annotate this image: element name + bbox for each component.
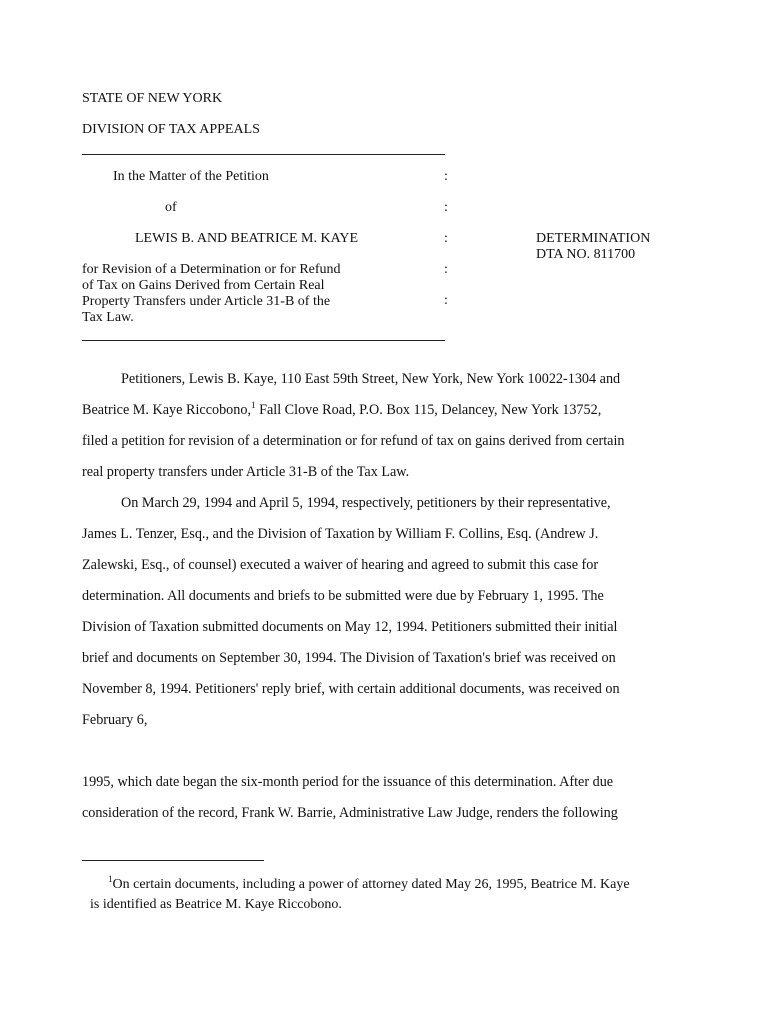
body-line: real property transfers under Article 31-B of the Tax Law. bbox=[82, 464, 410, 480]
body-line: November 8, 1994. Petitioners' reply brief, with certain additional documents, was received on bbox=[82, 681, 620, 697]
body-line: On March 29, 1994 and April 5, 1994, respectively, petitioners by their representative, bbox=[121, 495, 611, 511]
caption-petitioners: LEWIS B. AND BEATRICE M. KAYE bbox=[135, 231, 359, 246]
body-line-part: Beatrice M. Kaye Riccobono, bbox=[82, 402, 252, 418]
footnote-text: On certain documents, including a power of attorney dated May 26, 1995, Beatrice M. Kaye bbox=[112, 877, 630, 892]
caption-purpose-line: Tax Law. bbox=[82, 310, 134, 325]
determination-block bbox=[536, 231, 650, 263]
body-line: 1995, which date began the six-month period for the issuance of this determination. After due bbox=[82, 774, 614, 790]
body-line-part: Fall Clove Road, P.O. Box 115, Delancey, New York 13752, bbox=[255, 402, 602, 418]
body-line: consideration of the record, Frank W. Barrie, Administrative Law Judge, renders the following bbox=[82, 805, 618, 821]
body-line: Petitioners, Lewis B. Kaye, 110 East 59th Street, New York, New York 10022-1304 and bbox=[121, 371, 621, 387]
caption-of: of bbox=[165, 200, 177, 215]
caption-top-rule bbox=[82, 154, 445, 155]
footnote-reference[interactable]: 1 bbox=[251, 400, 256, 410]
division-heading: DIVISION OF TAX APPEALS bbox=[82, 122, 260, 137]
body-line: James L. Tenzer, Esq., and the Division of Taxation by William F. Collins, Esq. (Andrew J. bbox=[82, 526, 599, 542]
caption-purpose-line: Property Transfers under Article 31-B of the bbox=[82, 294, 331, 309]
body-line: brief and documents on September 30, 1994. The Division of Taxation's brief was received on bbox=[82, 650, 616, 666]
footnote-line bbox=[108, 874, 630, 893]
determination-title: DETERMINATION bbox=[536, 231, 651, 246]
caption-colon: : bbox=[444, 169, 448, 184]
caption-bottom-rule bbox=[82, 340, 445, 341]
footnote-line: is identified as Beatrice M. Kaye Riccobono. bbox=[90, 897, 342, 912]
determination-number: DTA NO. 811700 bbox=[536, 247, 636, 262]
body-line bbox=[82, 402, 601, 419]
body-line: Division of Taxation submitted documents on May 12, 1994. Petitioners submitted their initial bbox=[82, 619, 618, 635]
footnote-marker: 1 bbox=[108, 874, 113, 884]
caption-matter: In the Matter of the Petition bbox=[113, 169, 269, 184]
caption-purpose-line: for Revision of a Determination or for Refund bbox=[82, 262, 341, 277]
caption-colon: : bbox=[444, 293, 448, 308]
footnote-separator bbox=[82, 860, 264, 861]
caption-purpose bbox=[82, 262, 341, 326]
body-line: February 6, bbox=[82, 712, 148, 728]
caption-colon: : bbox=[444, 231, 448, 246]
state-heading: STATE OF NEW YORK bbox=[82, 91, 223, 106]
caption-colon: : bbox=[444, 200, 448, 215]
body-line: determination. All documents and briefs to be submitted were due by February 1, 1995. The bbox=[82, 588, 604, 604]
caption-purpose-line: of Tax on Gains Derived from Certain Real bbox=[82, 278, 325, 293]
body-line: Zalewski, Esq., of counsel) executed a waiver of hearing and agreed to submit this case for bbox=[82, 557, 599, 573]
caption-colon: : bbox=[444, 262, 448, 277]
body-line: filed a petition for revision of a determination or for refund of tax on gains derived from certain bbox=[82, 433, 625, 449]
